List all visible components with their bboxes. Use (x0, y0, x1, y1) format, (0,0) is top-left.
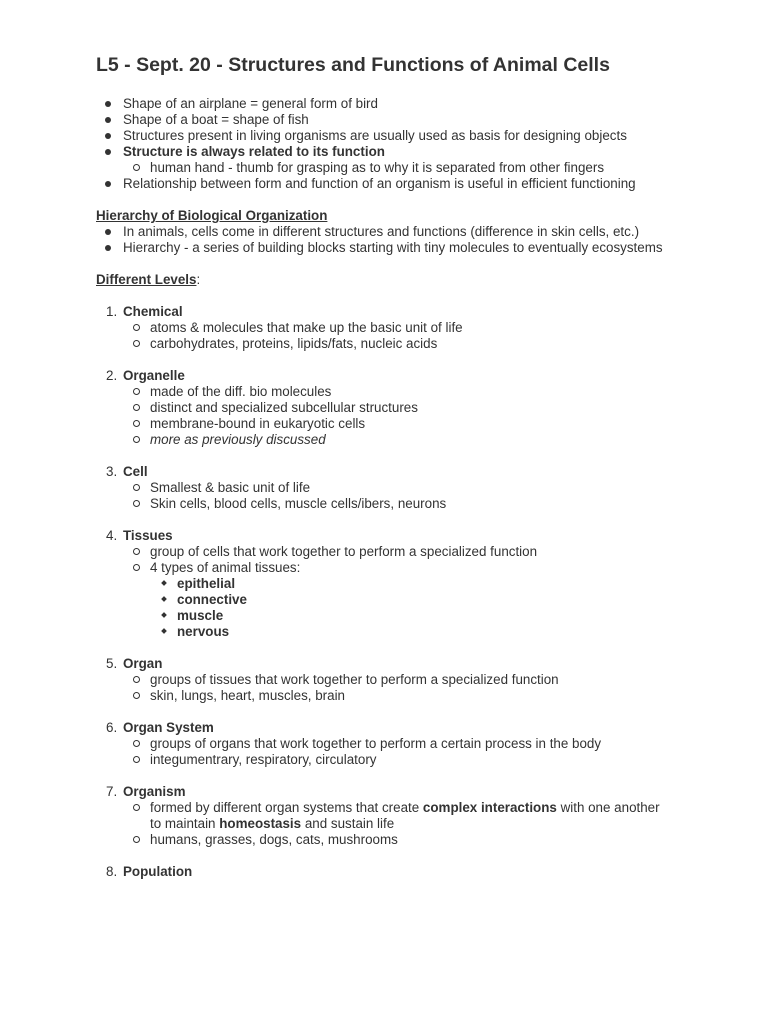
sub-list-item: humans, grasses, dogs, cats, mushrooms (123, 832, 672, 848)
sub-list-item: groups of tissues that work together to perform a specialized function (123, 672, 672, 688)
tissue-type: muscle (150, 608, 672, 624)
level-number: 5. (106, 656, 118, 671)
list-item: In animals, cells come in different structures and functions (difference in skin cells, etc.) (96, 224, 672, 240)
section-heading-hierarchy: Hierarchy of Biological Organization (96, 208, 328, 223)
section-heading-levels: Different Levels (96, 272, 197, 287)
level-title: Organism (123, 784, 186, 799)
list-item-text: Structure is always related to its function (123, 144, 385, 159)
list-item: Shape of an airplane = general form of bird (96, 96, 672, 112)
sub-list-item: skin, lungs, heart, muscles, brain (123, 688, 672, 704)
text-run-bold: complex interactions (422, 800, 557, 815)
sub-list-item: atoms & molecules that make up the basic unit of life (123, 320, 672, 336)
sub-list (123, 160, 672, 176)
page-title: L5 - Sept. 20 - Structures and Functions of Animal Cells (96, 54, 610, 76)
spacer (96, 768, 672, 784)
text-run-bold: homeostasis (219, 816, 302, 831)
level-number: 4. (106, 528, 118, 543)
level-item-organ-system (96, 720, 672, 768)
level-item-organelle (96, 368, 672, 448)
spacer (96, 640, 672, 656)
sub-list-item: distinct and specialized subcellular structures (123, 400, 672, 416)
level-title: Cell (123, 464, 148, 479)
sub-list-item: Skin cells, blood cells, muscle cells/ibers, neurons (123, 496, 672, 512)
sub-list-item: made of the diff. bio molecules (123, 384, 672, 400)
spacer (96, 848, 672, 864)
list-item: Shape of a boat = shape of fish (96, 112, 672, 128)
level-number: 8. (106, 864, 118, 879)
spacer (96, 704, 672, 720)
level-number: 2. (106, 368, 118, 383)
level-title: Population (123, 864, 193, 879)
sub-list-item: carbohydrates, proteins, lipids/fats, nucleic acids (123, 336, 672, 352)
sub-list-item: integumentrary, respiratory, circulatory (123, 752, 672, 768)
heading-colon: : (196, 272, 201, 287)
text-run: and sustain life (301, 816, 395, 831)
list-item: Relationship between form and function of an organism is useful in efficient functioning (96, 176, 672, 192)
sub-list-item: Smallest & basic unit of life (123, 480, 672, 496)
tissue-type: connective (150, 592, 672, 608)
level-number: 3. (106, 464, 118, 479)
level-number: 1. (106, 304, 118, 319)
list-item: Hierarchy - a series of building blocks starting with tiny molecules to eventually ecosystems (96, 240, 672, 256)
sub-list (123, 384, 672, 448)
level-item-tissues (96, 528, 672, 640)
level-item-organ (96, 656, 672, 704)
spacer (96, 512, 672, 528)
level-title: Tissues (123, 528, 173, 543)
level-title: Organ (123, 656, 163, 671)
level-title: Organ System (123, 720, 214, 735)
level-title: Chemical (123, 304, 183, 319)
level-item-cell (96, 464, 672, 512)
level-item-chemical (96, 304, 672, 352)
level-number: 7. (106, 784, 118, 799)
sub-list-item: group of cells that work together to perform a specialized function (123, 544, 672, 560)
spacer (96, 288, 672, 304)
level-number: 6. (106, 720, 118, 735)
sub-list-item (123, 560, 672, 640)
level-title: Organelle (123, 368, 185, 383)
sub-list (123, 544, 672, 640)
level-item-organism (96, 784, 672, 848)
spacer (96, 448, 672, 464)
text-run: formed by different organ systems that create (150, 800, 423, 815)
section-heading-levels-wrap (96, 272, 672, 288)
sub-list (123, 672, 672, 704)
sub-list (123, 320, 672, 352)
sub-list-item: groups of organs that work together to perform a certain process in the body (123, 736, 672, 752)
sub-list-item (123, 800, 672, 832)
list-item (96, 144, 672, 176)
sub-list-item: membrane-bound in eukaryotic cells (123, 416, 672, 432)
sub-list (123, 736, 672, 768)
intro-list (96, 96, 672, 192)
text-run: with one another to maintain (150, 800, 660, 831)
sub-list (123, 800, 672, 848)
level-item-population (96, 864, 672, 880)
sub-list-item: human hand - thumb for grasping as to why it is separated from other fingers (123, 160, 672, 176)
sub-list-item: more as previously discussed (123, 432, 672, 448)
tissue-type: nervous (150, 624, 672, 640)
sub-list-item-text: 4 types of animal tissues: (150, 560, 301, 575)
sub-list (123, 480, 672, 512)
tissue-type-list (150, 576, 672, 640)
tissue-type: epithelial (150, 576, 672, 592)
hierarchy-list (96, 224, 672, 256)
list-item: Structures present in living organisms are usually used as basis for designing objects (96, 128, 672, 144)
spacer (96, 352, 672, 368)
